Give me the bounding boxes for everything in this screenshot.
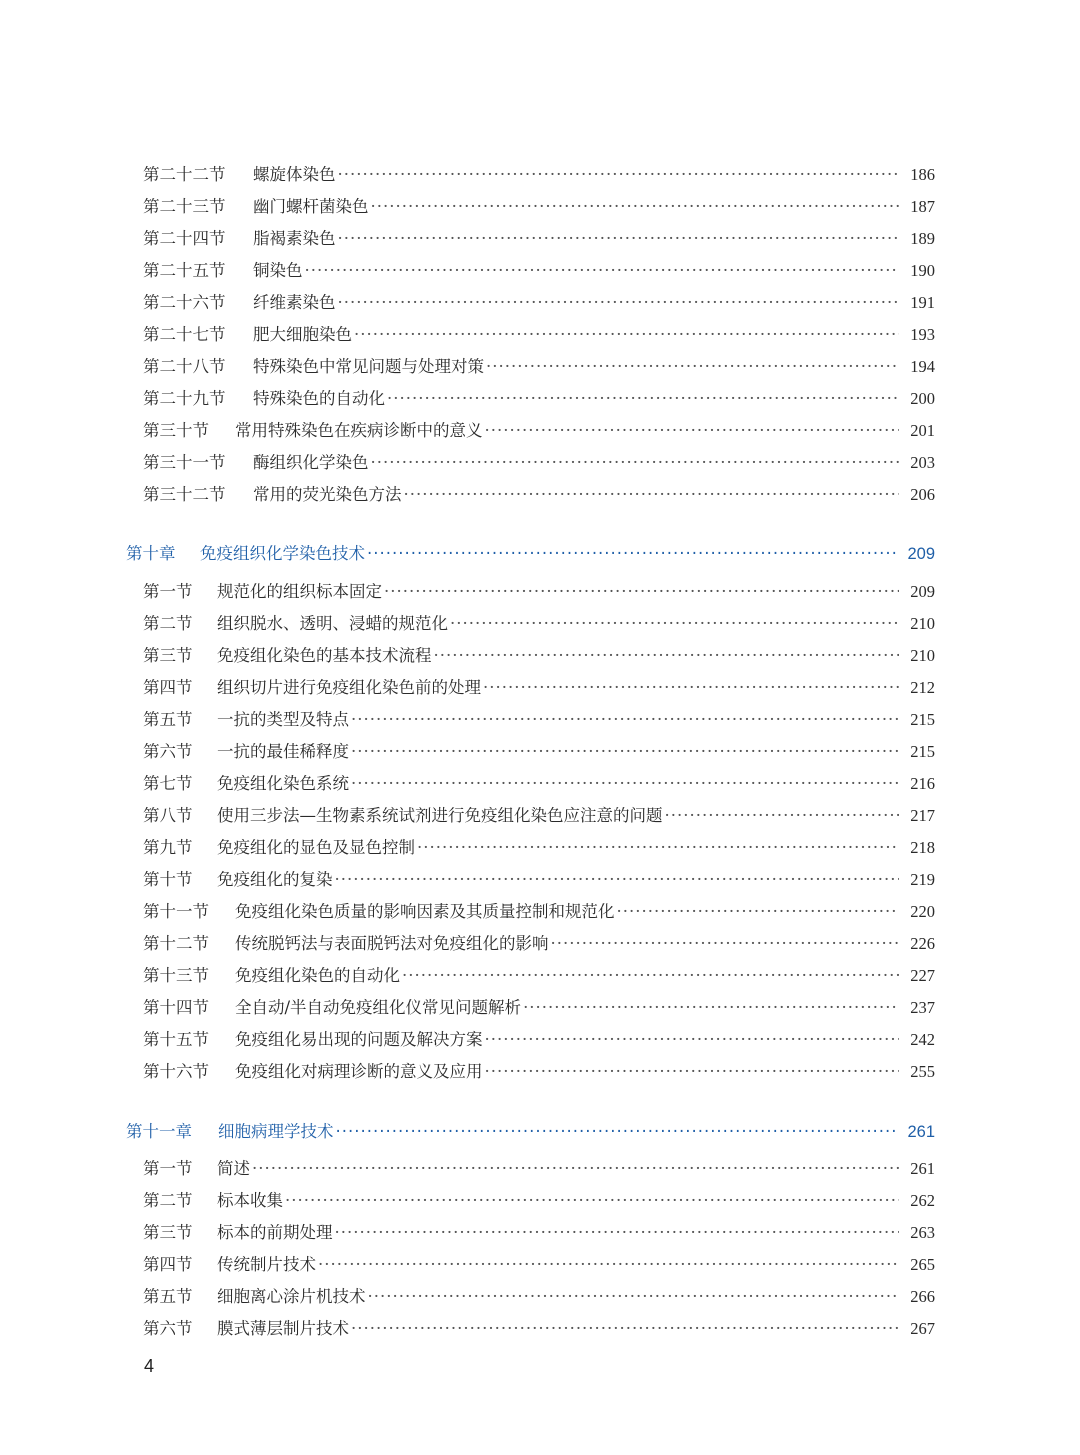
toc-section-entry[interactable] [143, 929, 935, 959]
toc-entry-label [143, 256, 303, 286]
toc-entry-number: 第四节 [143, 1255, 193, 1274]
toc-entry-number: 第二十二节 [143, 165, 226, 184]
toc-entry-label [143, 705, 349, 735]
toc-entry-label [143, 737, 349, 767]
toc-entry-title: 使用三步法—生物素系统试剂进行免疫组化染色应注意的问题 [217, 806, 663, 825]
toc-entry-number: 第十节 [143, 870, 193, 889]
toc-section-entry[interactable] [143, 192, 935, 222]
dot-leader [318, 1250, 899, 1280]
toc-section-entry[interactable] [143, 256, 935, 286]
toc-entry-label [143, 577, 382, 607]
toc-entry-number: 第二十六节 [143, 293, 226, 312]
dot-leader [351, 737, 899, 767]
toc-entry-page: 267 [910, 1319, 935, 1338]
toc-entry-number: 第六节 [143, 742, 193, 761]
toc-section-entry[interactable] [143, 384, 935, 414]
toc-entry-label [143, 192, 369, 222]
toc-section-entry[interactable] [143, 577, 935, 607]
toc-entry-number: 第五节 [143, 1287, 193, 1306]
toc-chapter-entry[interactable] [126, 539, 935, 569]
dot-leader [336, 1117, 900, 1147]
dot-leader [450, 609, 899, 639]
toc-entry-page: 226 [910, 934, 935, 953]
toc-entry-number: 第七节 [143, 774, 193, 793]
toc-entry-title: 标本收集 [217, 1191, 283, 1210]
dot-leader [252, 1154, 899, 1184]
toc-entry-page: 263 [910, 1223, 935, 1242]
toc-entry-number: 第八节 [143, 806, 193, 825]
toc-entry-number: 第十一章 [126, 1122, 192, 1141]
toc-entry-label [126, 1117, 334, 1147]
toc-section-entry[interactable] [143, 1057, 935, 1087]
toc-entry-label [126, 539, 365, 569]
toc-entry-number: 第十一节 [143, 902, 209, 921]
toc-entry-page: 212 [910, 678, 935, 697]
toc-entry-page: 218 [910, 838, 935, 857]
toc-entry-label [143, 1218, 333, 1248]
toc-entry-title: 铜染色 [253, 261, 303, 280]
toc-entry-number: 第六节 [143, 1319, 193, 1338]
toc-entry-number: 第十五节 [143, 1030, 209, 1049]
toc-entry-page: 265 [910, 1255, 935, 1274]
toc-section-entry[interactable] [143, 448, 935, 478]
toc-entry-number: 第三十二节 [143, 485, 226, 504]
toc-entry-title: 简述 [217, 1159, 250, 1178]
toc-entry-title: 特殊染色的自动化 [253, 389, 385, 408]
toc-entry-title: 细胞离心涂片机技术 [217, 1287, 366, 1306]
toc-chapter-entry[interactable] [126, 1117, 935, 1147]
dot-leader [371, 192, 900, 222]
toc-entry-page: 191 [910, 293, 935, 312]
toc-entry-title: 常用特殊染色在疾病诊断中的意义 [235, 421, 483, 440]
toc-section-entry[interactable] [143, 224, 935, 254]
toc-entry-page: 262 [910, 1191, 935, 1210]
toc-section-entry[interactable] [143, 609, 935, 639]
toc-entry-label [143, 1057, 483, 1087]
toc-entry-number: 第二十四节 [143, 229, 226, 248]
toc-section-entry[interactable] [143, 1218, 935, 1248]
dot-leader [665, 801, 900, 831]
toc-entry-title: 组织脱水、透明、浸蜡的规范化 [217, 614, 448, 633]
toc-entry-title: 脂褐素染色 [253, 229, 336, 248]
toc-entry-number: 第十二节 [143, 934, 209, 953]
toc-entry-title: 传统脱钙法与表面脱钙法对免疫组化的影响 [235, 934, 549, 953]
toc-entry-label [143, 320, 352, 350]
toc-section-entry[interactable] [143, 288, 935, 318]
dot-leader [305, 256, 900, 286]
toc-entry-page: 255 [910, 1062, 935, 1081]
toc-entry-page: 266 [910, 1287, 935, 1306]
toc-entry-title: 膜式薄层制片技术 [217, 1319, 349, 1338]
toc-entry-label [143, 897, 615, 927]
toc-entry-page: 227 [910, 966, 935, 985]
toc-entry-number: 第三十一节 [143, 453, 226, 472]
toc-entry-number: 第十章 [126, 544, 176, 563]
toc-entry-label [143, 416, 483, 446]
toc-entry-number: 第十三节 [143, 966, 209, 985]
dot-leader [551, 929, 900, 959]
toc-entry-page: 217 [910, 806, 935, 825]
toc-entry-title: 常用的荧光染色方法 [253, 485, 402, 504]
toc-entry-page: 209 [907, 545, 935, 563]
toc-entry-number: 第二十五节 [143, 261, 226, 280]
toc-entry-number: 第一节 [143, 1159, 193, 1178]
toc-entry-title: 幽门螺杆菌染色 [253, 197, 369, 216]
dot-leader [351, 705, 899, 735]
toc-entry-number: 第三节 [143, 646, 193, 665]
toc-entry-label [143, 1025, 483, 1055]
toc-entry-page: 201 [910, 421, 935, 440]
toc-entry-title: 标本的前期处理 [217, 1223, 333, 1242]
toc-section-entry[interactable] [143, 769, 935, 799]
dot-leader [338, 224, 900, 254]
toc-entry-page: 215 [910, 742, 935, 761]
toc-entry-title: 酶组织化学染色 [253, 453, 369, 472]
toc-entry-label [143, 352, 484, 382]
toc-entry-label [143, 865, 333, 895]
toc-entry-number: 第一节 [143, 582, 193, 601]
toc-entry-title: 免疫组化染色系统 [217, 774, 349, 793]
dot-leader [523, 993, 899, 1023]
toc-entry-number: 第四节 [143, 678, 193, 697]
toc-entry-page: 242 [910, 1030, 935, 1049]
dot-leader [368, 1282, 900, 1312]
dot-leader [335, 1218, 900, 1248]
toc-entry-title: 免疫组织化学染色技术 [200, 544, 365, 563]
dot-leader [387, 384, 899, 414]
toc-entry-title: 一抗的最佳稀释度 [217, 742, 349, 761]
toc-section-entry[interactable] [143, 993, 935, 1023]
toc-entry-title: 免疫组化易出现的问题及解决方案 [235, 1030, 483, 1049]
toc-section-entry[interactable] [143, 320, 935, 350]
toc-entry-title: 免疫组化染色质量的影响因素及其质量控制和规范化 [235, 902, 615, 921]
toc-section-entry[interactable] [143, 961, 935, 991]
toc-entry-title: 特殊染色中常见问题与处理对策 [253, 357, 484, 376]
dot-leader [384, 577, 899, 607]
toc-entry-number: 第三十节 [143, 421, 209, 440]
toc-section-entry[interactable] [143, 1250, 935, 1280]
toc-entry-title: 细胞病理学技术 [218, 1122, 334, 1141]
toc-entry-title: 规范化的组织标本固定 [217, 582, 382, 601]
toc-entry-label [143, 288, 336, 318]
dot-leader [483, 673, 899, 703]
toc-section-entry[interactable] [143, 1154, 935, 1184]
toc-entry-number: 第二十七节 [143, 325, 226, 344]
toc-entry-number: 第二十九节 [143, 389, 226, 408]
toc-section-entry[interactable] [143, 416, 935, 446]
toc-section-entry[interactable] [143, 865, 935, 895]
toc-entry-label [143, 1314, 349, 1344]
toc-entry-title: 螺旋体染色 [253, 165, 336, 184]
dot-leader [404, 480, 900, 510]
toc-entry-number: 第十四节 [143, 998, 209, 1017]
toc-entry-label [143, 480, 402, 510]
toc-entry-label [143, 641, 432, 671]
toc-entry-page: 194 [910, 357, 935, 376]
dot-leader [485, 416, 900, 446]
toc-entry-label [143, 1282, 366, 1312]
dot-leader [285, 1186, 899, 1216]
toc-entry-number: 第二十八节 [143, 357, 226, 376]
dot-leader [417, 833, 899, 863]
toc-entry-title: 全自动/半自动免疫组化仪常见问题解析 [235, 998, 522, 1017]
toc-entry-title: 免疫组化对病理诊断的意义及应用 [235, 1062, 483, 1081]
toc-entry-page: 219 [910, 870, 935, 889]
toc-entry-label [143, 993, 521, 1023]
toc-section-entry[interactable] [143, 1186, 935, 1216]
toc-section-entry[interactable] [143, 1314, 935, 1344]
toc-section-entry[interactable] [143, 1025, 935, 1055]
toc-entry-title: 免疫组化染色的自动化 [235, 966, 400, 985]
toc-entry-number: 第二节 [143, 614, 193, 633]
toc-section-entry[interactable] [143, 897, 935, 927]
toc-entry-label [143, 673, 481, 703]
toc-entry-page: 237 [910, 998, 935, 1017]
toc-entry-page: 189 [910, 229, 935, 248]
toc-section-entry[interactable] [143, 833, 935, 863]
toc-entry-title: 传统制片技术 [217, 1255, 316, 1274]
toc-entry-number: 第五节 [143, 710, 193, 729]
dot-leader [486, 352, 899, 382]
toc-entry-page: 186 [910, 165, 935, 184]
toc-entry-number: 第二节 [143, 1191, 193, 1210]
toc-section-entry[interactable] [143, 673, 935, 703]
toc-entry-page: 261 [910, 1159, 935, 1178]
toc-entry-number: 第二十三节 [143, 197, 226, 216]
toc-entry-title: 一抗的类型及特点 [217, 710, 349, 729]
toc-entry-page: 200 [910, 389, 935, 408]
page-number: 4 [144, 1356, 155, 1376]
dot-leader [354, 320, 899, 350]
toc-section-entry[interactable] [143, 352, 935, 382]
toc-entry-title: 纤维素染色 [253, 293, 336, 312]
toc-section-entry[interactable] [143, 801, 935, 831]
toc-entry-label [143, 961, 400, 991]
toc-entry-page: 210 [910, 614, 935, 633]
dot-leader [617, 897, 900, 927]
toc-entry-title: 免疫组化的复染 [217, 870, 333, 889]
toc-entry-title: 组织切片进行免疫组化染色前的处理 [217, 678, 481, 697]
dot-leader [351, 1314, 899, 1344]
dot-leader [485, 1057, 900, 1087]
toc-entry-title: 免疫组化染色的基本技术流程 [217, 646, 432, 665]
toc-entry-label [143, 609, 448, 639]
toc-entry-label [143, 769, 349, 799]
dot-leader [338, 160, 900, 190]
dot-leader [371, 448, 900, 478]
toc-entry-label [143, 833, 415, 863]
toc-entry-page: 190 [910, 261, 935, 280]
dot-leader [338, 288, 900, 318]
toc-entry-label [143, 929, 549, 959]
dot-leader [367, 539, 899, 569]
dot-leader [485, 1025, 900, 1055]
toc-entry-label [143, 448, 369, 478]
toc-section-entry[interactable] [143, 705, 935, 735]
toc-entry-label [143, 801, 663, 831]
toc-entry-page: 206 [910, 485, 935, 504]
toc-entry-number: 第三节 [143, 1223, 193, 1242]
toc-entry-page: 220 [910, 902, 935, 921]
toc-section-entry[interactable] [143, 480, 935, 510]
dot-leader [434, 641, 900, 671]
toc-entry-page: 210 [910, 646, 935, 665]
toc-section-entry[interactable] [143, 160, 935, 190]
toc-section-entry[interactable] [143, 1282, 935, 1312]
toc-entry-label [143, 1154, 250, 1184]
toc-entry-label [143, 384, 385, 414]
toc-entry-title: 免疫组化的显色及显色控制 [217, 838, 415, 857]
toc-entry-label [143, 1186, 283, 1216]
toc-entry-number: 第十六节 [143, 1062, 209, 1081]
toc-section-entry[interactable] [143, 737, 935, 767]
dot-leader [402, 961, 899, 991]
toc-entry-page: 216 [910, 774, 935, 793]
toc-entry-page: 215 [910, 710, 935, 729]
toc-entry-page: 203 [910, 453, 935, 472]
toc-entry-label [143, 224, 336, 254]
toc-entry-label [143, 1250, 316, 1280]
dot-leader [335, 865, 900, 895]
toc-entry-page: 187 [910, 197, 935, 216]
toc-entry-number: 第九节 [143, 838, 193, 857]
dot-leader [351, 769, 899, 799]
toc-entry-label [143, 160, 336, 190]
toc-entry-page: 261 [907, 1123, 935, 1141]
toc-entry-page: 193 [910, 325, 935, 344]
toc-entry-title: 肥大细胞染色 [253, 325, 352, 344]
toc-entry-page: 209 [910, 582, 935, 601]
toc-section-entry[interactable] [143, 641, 935, 671]
